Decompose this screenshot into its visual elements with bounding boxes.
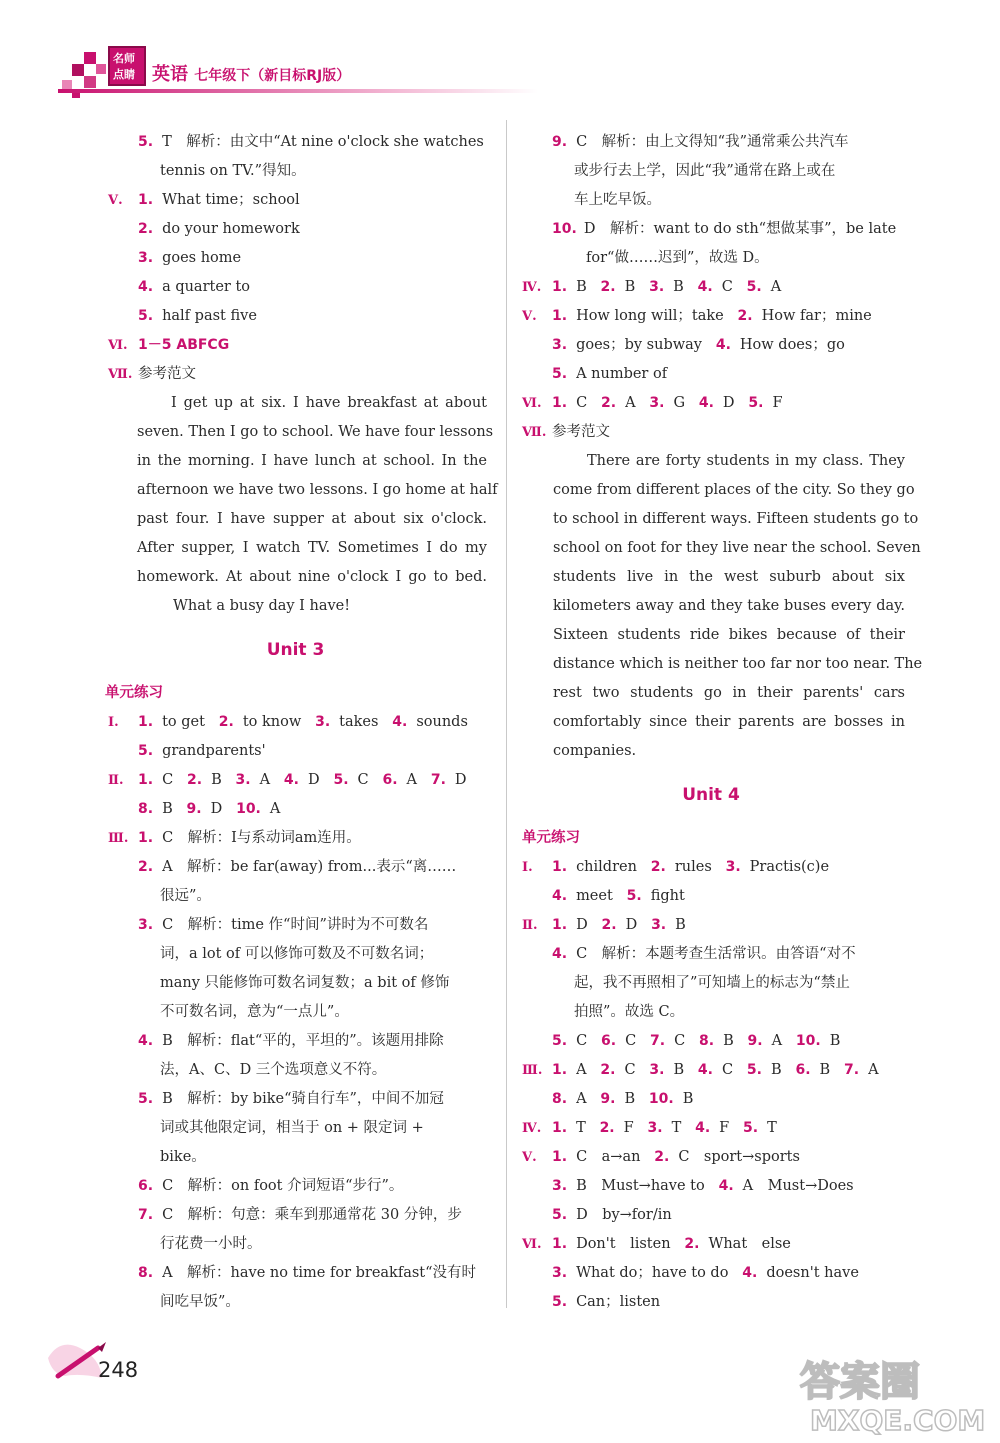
item-number: 9.	[600, 1091, 616, 1107]
item-number: 4.	[392, 714, 408, 730]
item-number: 5.	[743, 1120, 759, 1136]
svg-text:MXQE.COM: MXQE.COM	[810, 1404, 986, 1437]
answer-text: meet	[576, 888, 613, 904]
section-number: Ⅳ.	[522, 280, 542, 295]
answer-line: 不可数名词，意为“一点儿”。	[160, 1004, 349, 1020]
answer-line	[108, 1085, 508, 1114]
section-number: Ⅵ.	[108, 338, 128, 353]
answer-line	[108, 795, 508, 824]
answer-text: C	[624, 1062, 636, 1078]
answer-text: A	[576, 1062, 587, 1078]
answer-line: Ⅴ. 1. What time；school	[108, 186, 508, 215]
answer-line: 行花费一小时。	[160, 1236, 262, 1252]
item-number: 2.	[599, 1120, 615, 1136]
answer-line: 4. a quarter to	[138, 279, 251, 295]
answer-text: C	[721, 1062, 734, 1078]
answer-line: 5. half past five	[138, 308, 257, 324]
item-number: 1.	[138, 714, 154, 730]
answer-line: 3. goes home	[138, 250, 242, 266]
answer-line	[522, 1172, 912, 1201]
item-number: 4.	[697, 279, 713, 295]
essay-line: There are forty students in my class. They	[587, 453, 905, 469]
answer-text: goes；by subway	[576, 337, 702, 353]
item-number: 2.	[601, 917, 617, 933]
item-number: 6.	[601, 1033, 617, 1049]
item-number: 3.	[552, 1178, 568, 1194]
decor-square	[72, 64, 84, 76]
item-number: 9.	[552, 134, 568, 150]
item-number: 4.	[698, 395, 714, 411]
item-number: 5.	[333, 772, 349, 788]
item-number: 8.	[699, 1033, 715, 1049]
item-number: 3.	[138, 917, 154, 933]
answer-text: C 解析：句意：乘车到那通常花 30 分钟，步	[162, 1207, 462, 1223]
answer-text: tennis on TV.”得知。	[160, 163, 306, 179]
item-number: 4.	[138, 1033, 154, 1049]
answer-text: A	[868, 1062, 879, 1078]
item-number: 7.	[844, 1062, 860, 1078]
decor-square	[96, 64, 106, 74]
section-number: Ⅴ.	[522, 309, 537, 324]
answer-text: What time；school	[162, 192, 300, 208]
essay-line: kilometers away and they take buses every day.	[553, 598, 905, 614]
answer-line	[522, 360, 912, 389]
essay-line: Sixteen students ride bikes because of their	[553, 627, 905, 643]
answer-text: B Must→have to	[576, 1178, 705, 1194]
answer-line	[108, 1259, 508, 1288]
answer-text: B	[723, 1033, 734, 1049]
section-heading: 单元练习	[522, 830, 580, 846]
essay-line: school on foot for they live near the school. Seven	[553, 540, 921, 556]
answer-text: 1－5 ABFCG	[138, 337, 230, 353]
answer-text: 参考范文	[138, 366, 196, 382]
item-number: 4.	[742, 1265, 758, 1281]
answer-text: How does；go	[739, 337, 845, 353]
item-number: 3.	[651, 917, 667, 933]
item-number: 9.	[747, 1033, 763, 1049]
answer-line: 很远”。	[160, 888, 211, 904]
answer-line	[522, 1143, 912, 1172]
item-number: 2.	[600, 279, 616, 295]
answer-text: C	[674, 1033, 686, 1049]
page-header	[0, 0, 1000, 110]
answer-text: What else	[708, 1236, 791, 1252]
answer-line	[108, 360, 508, 389]
answer-text: grandparents'	[162, 743, 266, 759]
item-number: 1.	[552, 917, 568, 933]
answer-line: 词或其他限定词，相当于 on + 限定词 +	[160, 1120, 424, 1136]
item-number: 9.	[186, 801, 202, 817]
answer-text: T	[576, 1120, 586, 1136]
item-number: 1.	[552, 1149, 568, 1165]
answer-text: C	[721, 279, 733, 295]
answer-text: F	[719, 1120, 730, 1136]
answer-text: C	[576, 1033, 588, 1049]
essay-line: comfortably since their parents are bosses in	[553, 714, 905, 730]
answer-text: D	[576, 917, 588, 933]
answer-text: D by→for/in	[576, 1207, 672, 1223]
answer-text: T 解析：由文中“At nine o'clock she watches	[162, 134, 484, 150]
answer-text: What do；have to do	[576, 1265, 729, 1281]
item-number: 6.	[138, 1178, 154, 1194]
item-number: 1.	[552, 279, 568, 295]
answer-text: A	[259, 772, 271, 788]
answer-text: G	[673, 395, 686, 411]
watermark-logo	[790, 1345, 990, 1440]
answer-line	[522, 128, 912, 157]
svg-text:答案圈: 答案圈	[800, 1359, 920, 1405]
answer-line	[522, 273, 912, 302]
section-number: Ⅴ.	[522, 1150, 537, 1165]
answer-text: B	[673, 1062, 685, 1078]
answer-line: bike。	[160, 1149, 206, 1165]
item-number: 4.	[715, 337, 731, 353]
answer-line: 车上吃早饭。	[574, 192, 661, 208]
item-number: 8.	[138, 1265, 154, 1281]
answer-text: F	[772, 395, 783, 411]
decor-square	[84, 76, 96, 88]
subject-title: 英语	[152, 64, 188, 85]
answer-text: How far；mine	[761, 308, 872, 324]
answer-line	[522, 1288, 912, 1317]
section-number: Ⅶ.	[108, 367, 133, 382]
item-number: 2.	[138, 859, 154, 875]
answer-line: 间吃早饭”。	[160, 1294, 240, 1310]
item-number: 5.	[552, 1294, 568, 1310]
answer-text: D 解析：want to do sth“想做某事”，be late	[583, 221, 897, 237]
answer-text: do your homework	[162, 221, 300, 237]
answer-text: D	[722, 395, 735, 411]
section-number: Ⅴ.	[108, 193, 123, 208]
item-number: 1.	[138, 830, 154, 846]
item-number: 10.	[795, 1033, 821, 1049]
answer-text: A number of	[576, 366, 668, 382]
answer-text: fight	[650, 888, 685, 904]
item-number: 4.	[283, 772, 299, 788]
item-number: 7.	[430, 772, 446, 788]
item-number: 3.	[649, 279, 665, 295]
item-number: 5.	[552, 1033, 568, 1049]
answer-text: B	[819, 1062, 831, 1078]
answer-text: C sport→sports	[678, 1149, 800, 1165]
answer-line	[522, 1201, 912, 1230]
answer-line	[522, 389, 912, 418]
answer-line	[522, 911, 912, 940]
item-number: 4.	[552, 946, 568, 962]
essay-line: students live in the west suburb about six	[553, 569, 905, 585]
answer-text: A	[576, 1091, 587, 1107]
answer-text: D	[454, 772, 467, 788]
series-logo	[108, 46, 146, 86]
item-number: 4.	[718, 1178, 734, 1194]
item-number: 6.	[795, 1062, 811, 1078]
item-number: 2.	[601, 395, 617, 411]
item-number: 3.	[649, 395, 665, 411]
item-number: 2.	[218, 714, 234, 730]
answer-line	[108, 1172, 508, 1201]
section-number: Ⅲ.	[108, 831, 129, 846]
item-number: 5.	[626, 888, 642, 904]
item-number: 2.	[187, 772, 203, 788]
essay-line: distance which is neither too far nor too near. The	[553, 656, 923, 672]
item-number: 1.	[138, 772, 154, 788]
answer-line	[108, 157, 508, 186]
answer-text: C a→an	[576, 1149, 641, 1165]
answer-line: 拍照”。故选 C。	[574, 1004, 685, 1020]
answer-text: Don't listen	[576, 1236, 671, 1252]
section-number: Ⅲ.	[522, 1063, 543, 1078]
item-number: 8.	[138, 801, 154, 817]
answer-line	[522, 1259, 912, 1288]
item-number: 2.	[650, 859, 666, 875]
answer-text: A	[770, 279, 782, 295]
answer-text: A	[269, 801, 281, 817]
item-number: 3.	[725, 859, 741, 875]
answer-line	[108, 1027, 508, 1056]
item-number: 3.	[552, 1265, 568, 1281]
answer-text: A	[406, 772, 417, 788]
answer-text: to know	[242, 714, 302, 730]
answer-text: B	[675, 917, 686, 933]
item-number: 5.	[138, 134, 154, 150]
item-number: 3.	[235, 772, 251, 788]
answer-text: C	[625, 1033, 637, 1049]
essay-line: companies.	[553, 743, 637, 759]
item-number: 1.	[552, 1120, 568, 1136]
item-number: 2.	[737, 308, 753, 324]
item-number: 2.	[654, 1149, 670, 1165]
answer-text: Practis(c)e	[749, 859, 830, 875]
item-number: 7.	[138, 1207, 154, 1223]
answer-line: 或步行去上学，因此“我”通常在路上或在	[574, 163, 836, 179]
item-number: 6.	[382, 772, 398, 788]
answer-line	[522, 1230, 912, 1259]
answer-line	[108, 331, 508, 360]
answer-line	[522, 940, 912, 969]
item-number: 4.	[552, 888, 568, 904]
item-number: 1.	[552, 859, 568, 875]
answer-text: T	[671, 1120, 682, 1136]
answer-line	[522, 882, 912, 911]
section-number: Ⅶ.	[522, 425, 547, 440]
item-number: 4.	[695, 1120, 711, 1136]
answer-text: A	[771, 1033, 783, 1049]
answer-text: C	[162, 772, 174, 788]
answer-text: C	[357, 772, 369, 788]
answer-line	[108, 708, 508, 737]
item-number: 5.	[552, 366, 568, 382]
item-number: 3.	[649, 1062, 665, 1078]
left-column	[105, 128, 508, 1317]
answer-text: B	[162, 801, 173, 817]
essay-line: After supper, I watch TV. Sometimes I do my	[137, 540, 487, 556]
answer-text: takes	[339, 714, 379, 730]
answer-line: 词，a lot of 可以修饰可数及不可数名词；	[160, 946, 434, 962]
item-number: 5.	[748, 395, 764, 411]
answer-text: A Must→Does	[742, 1178, 854, 1194]
answer-text: a quarter to	[162, 279, 251, 295]
essay-line: homework. At about nine o'clock I go to bed.	[137, 569, 487, 585]
section-number: Ⅵ.	[522, 1237, 542, 1252]
answer-line: for“做……迟到”，故选 D。	[586, 250, 769, 266]
answer-line	[108, 737, 508, 766]
page-number: 248	[98, 1358, 139, 1382]
unit-heading: Unit 4	[682, 785, 740, 805]
answer-text: B 解析：flat“平的，平坦的”。该题用排除	[162, 1033, 444, 1049]
answer-line	[108, 766, 508, 795]
answer-line	[522, 1056, 912, 1085]
answer-line: 2. do your homework	[138, 221, 300, 237]
essay-line: past four. I have supper at about six o'clock.	[137, 511, 487, 527]
answer-text: B	[624, 279, 636, 295]
logo-top-text: 名师	[113, 52, 135, 65]
answer-text: B 解析：by bike“骑自行车”，中间不加冠	[162, 1091, 444, 1107]
answer-line: many 只能修饰可数名词复数；a bit of 修饰	[160, 975, 450, 991]
answer-line	[108, 911, 508, 940]
answer-text: Can；listen	[576, 1294, 661, 1310]
item-number: 10.	[648, 1091, 674, 1107]
section-number: Ⅰ.	[108, 715, 119, 730]
answer-line	[522, 853, 912, 882]
answer-text: B	[211, 772, 222, 788]
answer-text: to get	[162, 714, 205, 730]
answer-text: doesn't have	[766, 1265, 859, 1281]
answer-text: How long will；take	[576, 308, 724, 324]
answer-line	[522, 1027, 912, 1056]
essay-line: seven. Then I go to school. We have four lessons	[137, 424, 494, 440]
answer-line	[108, 128, 508, 157]
item-number: 3.	[315, 714, 331, 730]
item-number: 2.	[684, 1236, 700, 1252]
grade-subtitle: 七年级下（新目标RJ版）	[194, 68, 351, 84]
answer-text: A 解析：be far(away) from...表示“离……	[162, 859, 457, 875]
right-column	[522, 128, 923, 1317]
answer-line	[522, 215, 912, 244]
answer-text: half past five	[162, 308, 257, 324]
answer-text: B	[770, 1062, 782, 1078]
answer-text: C 解析：time 作“时间”讲时为不可数名	[162, 917, 429, 933]
item-number: 3.	[647, 1120, 663, 1136]
answer-text: F	[623, 1120, 634, 1136]
item-number: 1.	[552, 395, 568, 411]
item-number: 5.	[746, 279, 762, 295]
answer-line	[522, 302, 912, 331]
answer-line	[108, 824, 508, 853]
answer-text: B	[829, 1033, 841, 1049]
item-number: 7.	[650, 1033, 666, 1049]
unit-heading: Unit 3	[266, 640, 325, 660]
answer-text: sounds	[416, 714, 468, 730]
answer-text: D	[307, 772, 320, 788]
item-number: 1.	[552, 308, 568, 324]
answer-text: D	[210, 801, 223, 817]
section-number: Ⅵ.	[522, 396, 542, 411]
item-number: 5.	[746, 1062, 762, 1078]
essay-line: afternoon we have two lessons. I go home at half	[137, 482, 498, 498]
item-number: 1.	[552, 1236, 568, 1252]
item-number: 5.	[138, 743, 154, 759]
item-number: 8.	[552, 1091, 568, 1107]
item-number: 3.	[552, 337, 568, 353]
item-number: 5.	[138, 1091, 154, 1107]
answer-text: B	[682, 1091, 694, 1107]
answer-text: goes home	[162, 250, 242, 266]
answer-line: 起，我不再照相了”可知墙上的标志为“禁止	[574, 975, 850, 991]
essay-line: in the morning. I have lunch at school. In the	[137, 453, 487, 469]
essay-line: to school in different ways. Fifteen students go to	[553, 511, 919, 527]
answer-text: D	[625, 917, 638, 933]
header-rule	[58, 89, 538, 93]
item-number: 1.	[552, 1062, 568, 1078]
item-number: 10.	[236, 801, 261, 817]
answer-line	[108, 1201, 508, 1230]
essay-line: come from different places of the city. So they go	[553, 482, 915, 498]
section-heading: 单元练习	[105, 685, 163, 701]
logo-bottom-text: 点睛	[113, 68, 135, 81]
answer-line	[108, 853, 508, 882]
answer-text: rules	[674, 859, 712, 875]
answer-line	[522, 1085, 912, 1114]
section-number: Ⅱ.	[108, 773, 124, 788]
answer-text: B	[624, 1091, 636, 1107]
essay-line: I get up at six. I have breakfast at about	[171, 395, 487, 411]
answer-text: T	[767, 1120, 777, 1136]
answer-line: 法，A、C、D 三个选项意义不符。	[160, 1062, 387, 1078]
answer-text: C 解析：本题考查生活常识。由答语“对不	[576, 946, 856, 962]
answer-line	[522, 331, 912, 360]
answer-line	[522, 418, 912, 447]
decor-square	[84, 52, 96, 64]
item-number: 10.	[552, 221, 577, 237]
answer-text: C 解析：由上文得知“我”通常乘公共汽车	[576, 134, 849, 150]
section-number: Ⅳ.	[522, 1121, 542, 1136]
answer-text: B	[576, 279, 587, 295]
section-number: Ⅰ.	[522, 860, 533, 875]
item-number: 4.	[697, 1062, 713, 1078]
answer-text: 参考范文	[552, 424, 610, 440]
answer-text: C 解析：on foot 介词短语“步行”。	[162, 1178, 404, 1194]
section-number: Ⅱ.	[522, 918, 538, 933]
answer-line	[522, 1114, 912, 1143]
item-number: 2.	[600, 1062, 616, 1078]
answer-text: B	[673, 279, 684, 295]
answer-text: A	[625, 395, 636, 411]
answer-text: C 解析：I与系动词am连用。	[162, 830, 361, 846]
item-number: 5.	[552, 1207, 568, 1223]
answer-text: C	[576, 395, 588, 411]
answer-text: children	[576, 859, 637, 875]
essay-line: rest two students go in their parents' cars	[553, 685, 905, 701]
book-title	[152, 60, 350, 86]
essay-line: What a busy day I have!	[173, 598, 351, 614]
answer-text: A 解析：have no time for breakfast“没有时	[162, 1265, 477, 1281]
